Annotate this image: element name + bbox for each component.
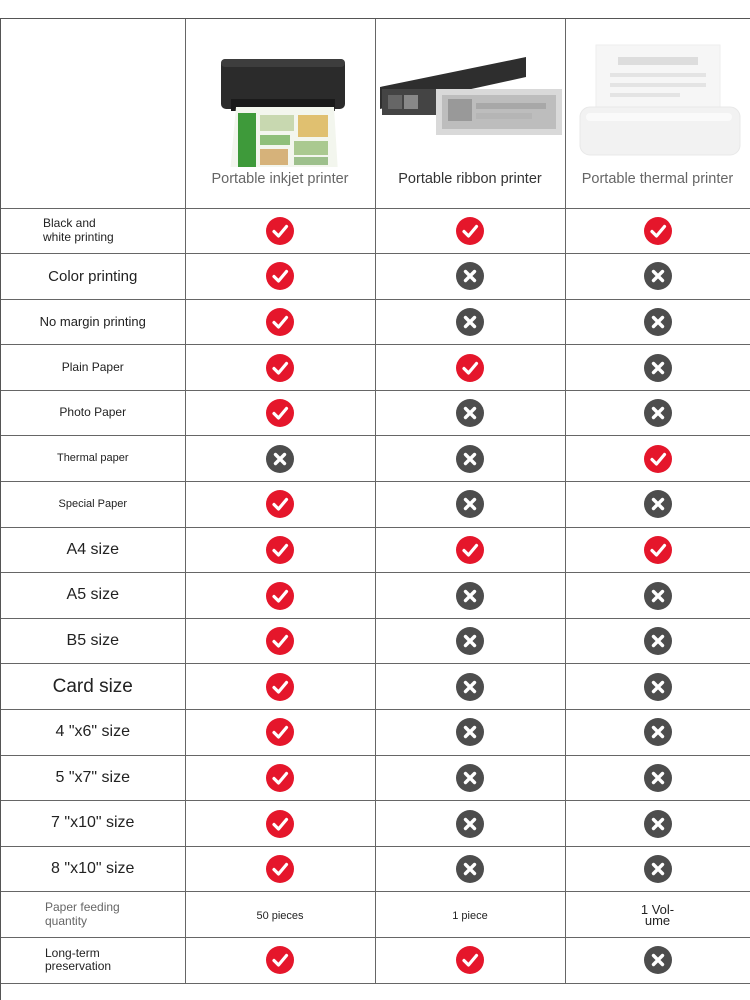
cross-icon [644, 855, 672, 883]
row-label [1, 710, 185, 756]
mark-cell [185, 710, 375, 756]
row-label [1, 482, 185, 528]
cross-icon [644, 764, 672, 792]
cross-icon [644, 627, 672, 655]
cross-icon [456, 490, 484, 518]
cross-icon [644, 262, 672, 290]
mark-cell [375, 618, 565, 664]
mark-cell [375, 801, 565, 847]
row-paper-feeding [1, 892, 750, 938]
check-icon [266, 673, 294, 701]
check-icon [266, 262, 294, 290]
cross-icon [456, 627, 484, 655]
row-label [1, 892, 185, 938]
row-label-text: 4 "x6" size [55, 723, 130, 741]
check-icon [266, 810, 294, 838]
mark-cell [565, 938, 750, 984]
row-label-text: Color printing [48, 267, 138, 285]
row-a5 [1, 573, 750, 619]
inkjet-printer-image [186, 37, 376, 167]
mark-cell [375, 938, 565, 984]
row-plain-paper [1, 345, 750, 391]
inkjet-printer-label: Portable inkjet printer [211, 171, 349, 187]
cross-icon [456, 718, 484, 746]
row-5x7 [1, 755, 750, 801]
mark-cell [375, 345, 565, 391]
ribbon-printer-image [376, 37, 566, 167]
row-label [1, 299, 185, 345]
row-label [1, 938, 185, 984]
inkjet-header-cell [185, 19, 375, 208]
row-7x10 [1, 801, 750, 847]
mark-cell [565, 527, 750, 573]
check-icon [266, 536, 294, 564]
quantity-cell [185, 892, 375, 938]
check-icon [266, 217, 294, 245]
row-long-term [1, 938, 750, 984]
row-a4 [1, 527, 750, 573]
check-icon [456, 217, 484, 245]
mark-cell [185, 755, 375, 801]
row-photo-paper [1, 390, 750, 436]
mark-cell [565, 390, 750, 436]
check-icon [266, 764, 294, 792]
mark-cell [565, 436, 750, 482]
cross-icon [644, 582, 672, 610]
mark-cell [565, 254, 750, 300]
mark-cell [185, 573, 375, 619]
row-label [1, 436, 185, 482]
quantity-cell [375, 892, 565, 938]
row-label [1, 390, 185, 436]
row-b5 [1, 618, 750, 664]
row-label [1, 345, 185, 391]
cross-icon [456, 308, 484, 336]
check-icon [644, 445, 672, 473]
cross-icon [456, 582, 484, 610]
mark-cell [185, 345, 375, 391]
check-icon [456, 536, 484, 564]
mark-cell [375, 710, 565, 756]
check-icon [266, 308, 294, 336]
check-icon [266, 946, 294, 974]
row-label-line: Black and [43, 216, 96, 230]
row-label-text [1, 947, 185, 975]
mark-cell [185, 482, 375, 528]
mark-cell [375, 664, 565, 710]
check-icon [644, 217, 672, 245]
row-label-text: 7 "x10" size [51, 814, 135, 832]
mark-cell [565, 299, 750, 345]
quantity-cell [565, 892, 750, 938]
cross-icon [644, 810, 672, 838]
row-label-text: A4 size [66, 540, 119, 558]
mark-cell [375, 573, 565, 619]
row-label [1, 664, 185, 710]
mark-cell [185, 299, 375, 345]
row-label-line: preservation [45, 959, 112, 974]
mark-cell [185, 618, 375, 664]
header-row [1, 19, 750, 208]
row-4x6 [1, 710, 750, 756]
cross-icon [644, 490, 672, 518]
quantity-value: 1 Vol-ume [640, 901, 675, 928]
mark-cell [565, 618, 750, 664]
mark-cell [375, 755, 565, 801]
mark-cell [565, 345, 750, 391]
mark-cell [185, 801, 375, 847]
row-label-line: Long-term [45, 945, 100, 960]
corner-cell [1, 19, 185, 208]
row-label-line: white printing [43, 229, 114, 244]
check-icon [266, 399, 294, 427]
row-label [1, 254, 185, 300]
row-label-text: Card size [52, 675, 133, 697]
check-icon [644, 536, 672, 564]
check-icon [456, 946, 484, 974]
mark-cell [185, 254, 375, 300]
mark-cell [565, 801, 750, 847]
row-label [1, 801, 185, 847]
row-label-text [1, 217, 185, 245]
mark-cell [185, 208, 375, 254]
check-icon [266, 627, 294, 655]
cross-icon [644, 354, 672, 382]
cross-icon [456, 262, 484, 290]
mark-cell [565, 846, 750, 892]
mark-cell [185, 938, 375, 984]
mark-cell [565, 482, 750, 528]
mark-cell [185, 390, 375, 436]
mark-cell [185, 436, 375, 482]
printer-comparison-table [1, 19, 750, 984]
check-icon [266, 582, 294, 610]
mark-cell [185, 527, 375, 573]
row-8x10 [1, 846, 750, 892]
mark-cell [375, 208, 565, 254]
row-special-paper [1, 482, 750, 528]
mark-cell [375, 254, 565, 300]
cross-icon [456, 673, 484, 701]
row-label [1, 755, 185, 801]
row-label [1, 527, 185, 573]
row-label-text: A5 size [66, 586, 119, 604]
mark-cell [565, 710, 750, 756]
cross-icon [456, 764, 484, 792]
row-label-line: quantity [45, 913, 88, 928]
row-label-text: B5 size [66, 631, 119, 649]
thermal-printer-image [566, 37, 750, 167]
cross-icon [644, 308, 672, 336]
cross-icon [456, 399, 484, 427]
cross-icon [456, 855, 484, 883]
check-icon [266, 718, 294, 746]
row-label-text: Plain Paper [61, 359, 124, 374]
row-black-white [1, 208, 750, 254]
row-color-printing [1, 254, 750, 300]
row-card [1, 664, 750, 710]
row-label-line: Paper feeding [45, 899, 120, 914]
cross-icon [456, 445, 484, 473]
cross-icon [644, 399, 672, 427]
cross-icon [644, 946, 672, 974]
ribbon-header-cell [375, 19, 565, 208]
row-label [1, 208, 185, 254]
row-label-text: 5 "x7" size [55, 768, 130, 786]
row-label-text: Special Paper [58, 498, 127, 511]
mark-cell [375, 436, 565, 482]
row-label [1, 846, 185, 892]
thermal-printer-label: Portable thermal printer [581, 171, 734, 187]
check-icon [266, 490, 294, 518]
cross-icon [644, 718, 672, 746]
cross-icon [644, 673, 672, 701]
cross-icon [266, 445, 294, 473]
row-thermal-paper [1, 436, 750, 482]
check-icon [266, 354, 294, 382]
row-label [1, 618, 185, 664]
quantity-value: 1 piece [452, 909, 488, 922]
mark-cell [565, 573, 750, 619]
row-no-margin [1, 299, 750, 345]
row-label [1, 573, 185, 619]
row-label-text: Photo Paper [59, 405, 127, 420]
check-icon [456, 354, 484, 382]
mark-cell [375, 390, 565, 436]
mark-cell [185, 664, 375, 710]
mark-cell [565, 208, 750, 254]
mark-cell [375, 482, 565, 528]
thermal-header-cell [565, 19, 750, 208]
mark-cell [565, 755, 750, 801]
comparison-sheet [0, 18, 750, 1000]
mark-cell [375, 527, 565, 573]
row-label-text: 8 "x10" size [51, 859, 135, 877]
mark-cell [185, 846, 375, 892]
mark-cell [375, 846, 565, 892]
ribbon-printer-label: Portable ribbon printer [398, 171, 542, 187]
row-label-text [1, 901, 185, 929]
mark-cell [565, 664, 750, 710]
mark-cell [375, 299, 565, 345]
cross-icon [456, 810, 484, 838]
quantity-value: 50 pieces [256, 909, 304, 922]
row-label-text: Thermal paper [56, 452, 129, 465]
row-label-text: No margin printing [39, 313, 146, 329]
check-icon [266, 855, 294, 883]
